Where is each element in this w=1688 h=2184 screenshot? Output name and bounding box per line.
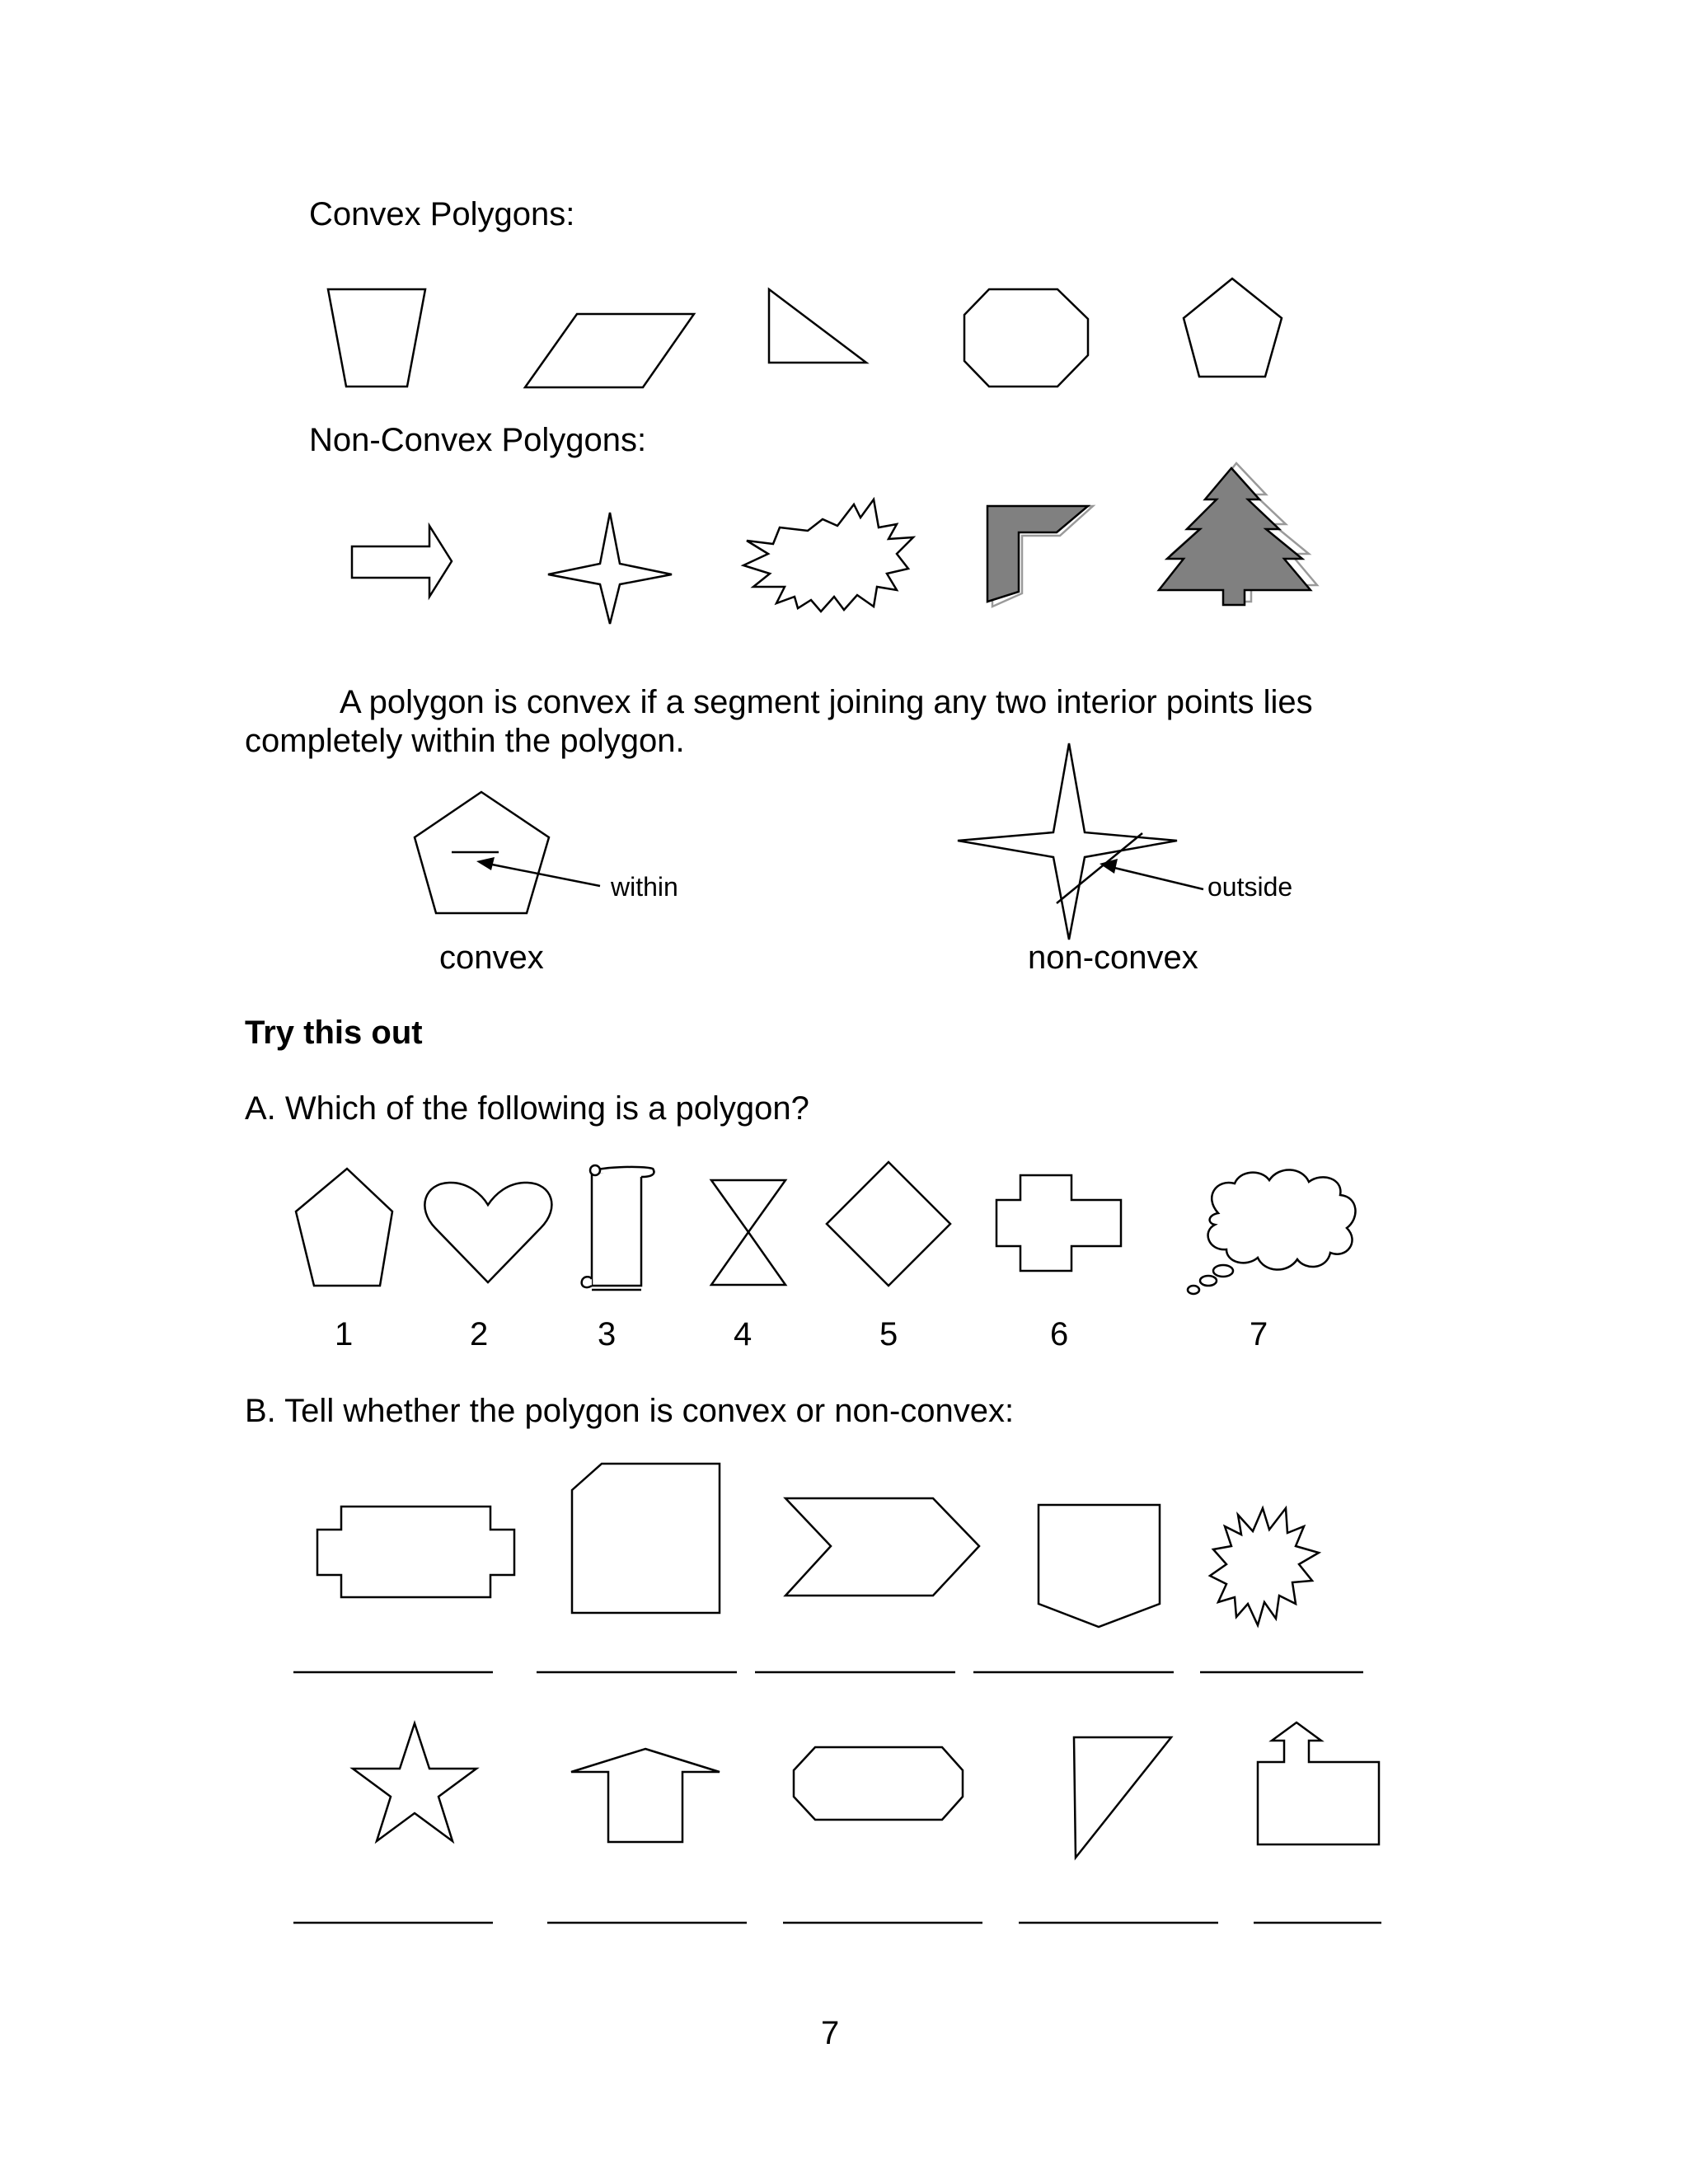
number-label: 4 bbox=[734, 1316, 753, 1352]
definition-line-1: A polygon is convex if a segment joining any two interior points lies bbox=[340, 684, 1313, 720]
b-shape-7-arrow-up bbox=[571, 1749, 720, 1842]
b-shape-4-pocket bbox=[1039, 1505, 1160, 1627]
nonconvex-caption: non-convex bbox=[1028, 940, 1198, 976]
nonconvex-arrow bbox=[352, 526, 452, 597]
question-a: A. Which of the following is a polygon? bbox=[245, 1090, 809, 1127]
outside-arrow-line bbox=[1111, 867, 1203, 889]
option-7-thought-cloud bbox=[1188, 1169, 1355, 1294]
page-number: 7 bbox=[821, 2015, 840, 2051]
option-6-cross bbox=[996, 1175, 1121, 1271]
convex-caption: convex bbox=[439, 940, 544, 976]
number-label: 2 bbox=[470, 1316, 489, 1352]
nonconvex-polygons-heading: Non-Convex Polygons: bbox=[309, 422, 647, 458]
nonconvex-corner-bracket bbox=[987, 506, 1093, 607]
within-label: within bbox=[611, 872, 678, 902]
convex-pentagon bbox=[1184, 279, 1282, 377]
convex-polygons-heading: Convex Polygons: bbox=[309, 196, 575, 232]
question-b: B. Tell whether the polygon is convex or non-convex: bbox=[245, 1393, 1015, 1429]
example-nonconvex-star bbox=[958, 743, 1177, 940]
number-label: 6 bbox=[1050, 1316, 1069, 1352]
option-2-heart bbox=[424, 1183, 551, 1282]
b-shape-5-burst bbox=[1210, 1508, 1319, 1625]
b-shape-6-star bbox=[353, 1723, 476, 1841]
b-shape-10-house-arrow bbox=[1258, 1722, 1379, 1844]
definition-line-2: completely within the polygon. bbox=[245, 723, 685, 759]
convex-octagon bbox=[964, 289, 1088, 387]
option-1-pentagon bbox=[296, 1169, 392, 1286]
convex-trapezoid bbox=[328, 289, 425, 387]
nonconvex-tree bbox=[1159, 463, 1317, 605]
b-shape-9-triangle bbox=[1074, 1737, 1171, 1858]
option-4-hourglass bbox=[711, 1180, 785, 1285]
option-5-diamond bbox=[827, 1162, 950, 1286]
convex-right-triangle bbox=[769, 289, 866, 363]
section-title: Try this out bbox=[245, 1015, 423, 1051]
option-3-scroll bbox=[582, 1165, 654, 1290]
outside-label: outside bbox=[1207, 872, 1293, 902]
b-shape-3-chevron bbox=[785, 1498, 979, 1596]
b-shape-1-notched-rectangle bbox=[317, 1507, 514, 1597]
number-label: 7 bbox=[1250, 1316, 1268, 1352]
b-shape-2-cut-corner-square bbox=[572, 1464, 720, 1613]
number-label: 1 bbox=[335, 1316, 354, 1352]
convex-parallelogram bbox=[525, 314, 694, 387]
nonconvex-explosion bbox=[743, 499, 913, 612]
number-label: 3 bbox=[598, 1316, 617, 1352]
b-shape-8-octagon-pill bbox=[794, 1747, 963, 1820]
nonconvex-four-point-star bbox=[548, 513, 672, 624]
number-label: 5 bbox=[879, 1316, 898, 1352]
